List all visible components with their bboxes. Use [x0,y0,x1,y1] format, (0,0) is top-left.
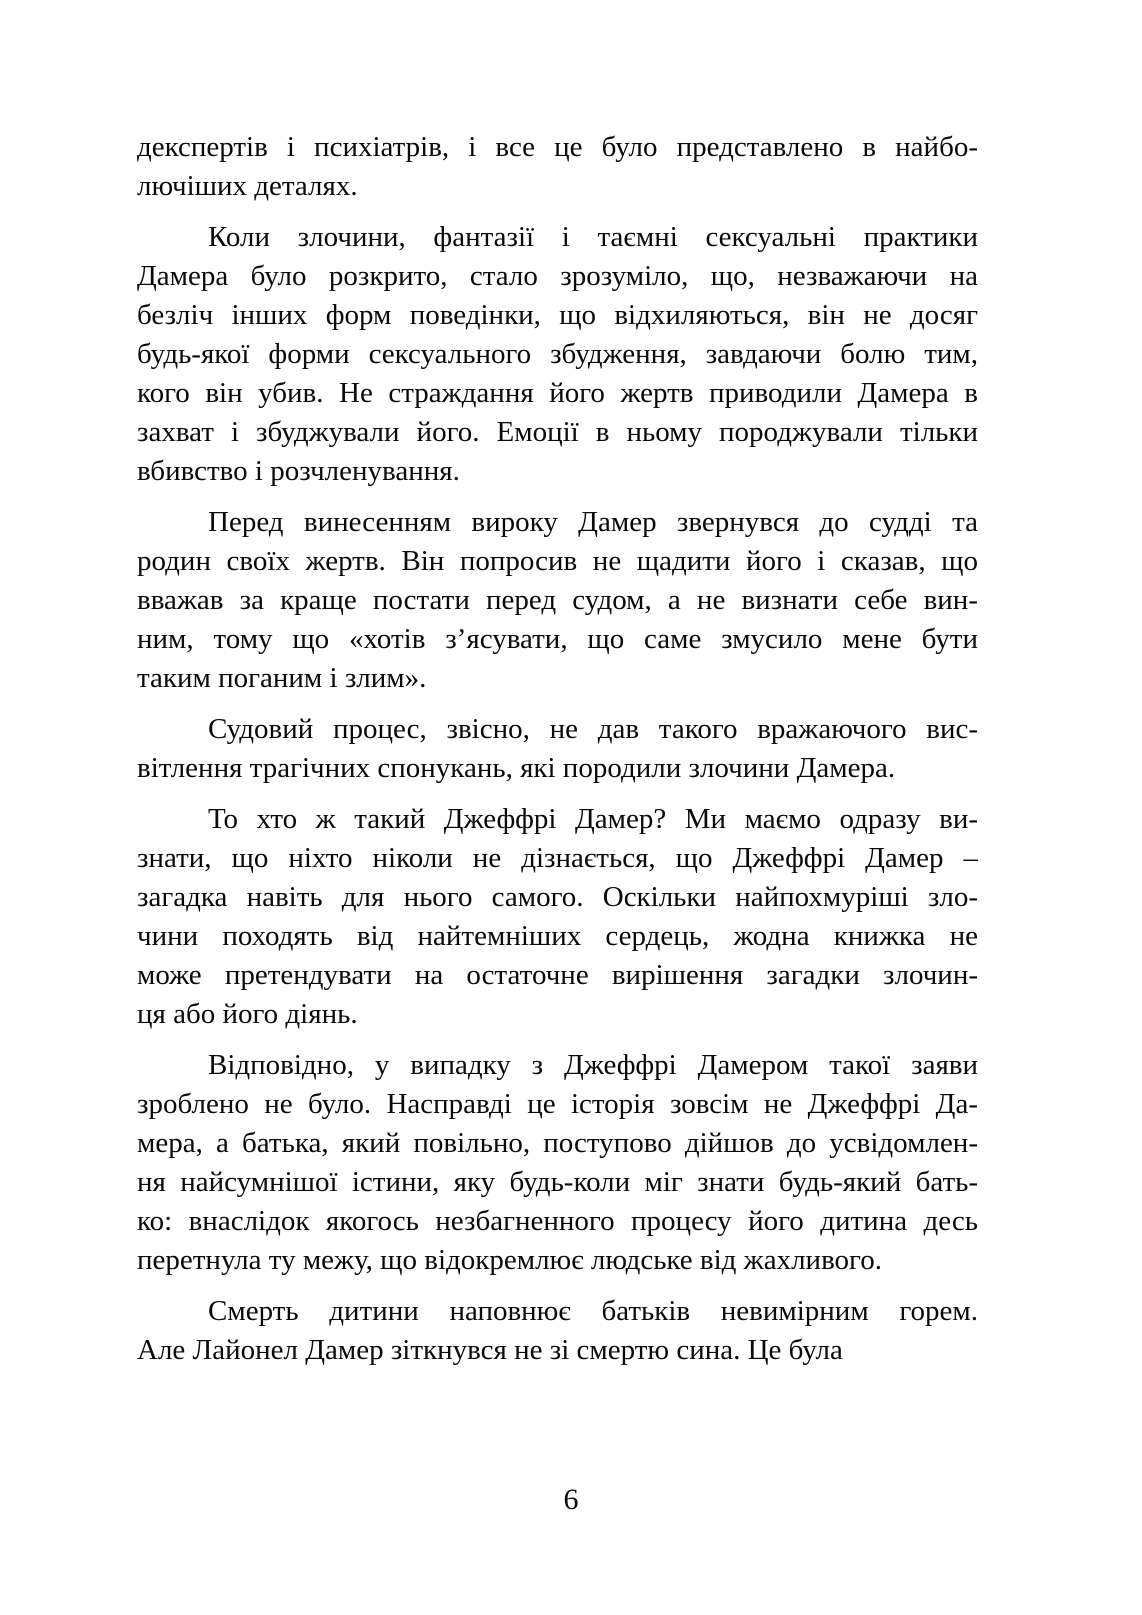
paragraph [137,503,978,698]
paragraph [137,800,978,1034]
text-line: чини походять від найтемніших сердець, жодна книжка не [137,920,978,952]
text-line: загадка навіть для нього самого. Оскільки найпохмуріші зло- [137,881,978,913]
text-line: вважав за краще постати перед судом, а не визнати себе вин- [137,584,978,616]
text-line: ця або його діянь. [137,998,358,1030]
text-line: Коли злочини, фантазії і таємні сексуальні практики [208,221,978,253]
text-line: ним, тому що «хотів з’ясувати, що саме змусило мене бути [137,623,978,655]
text-line: вітлення трагічних спонукань, які породили злочини Дамера. [137,752,896,784]
text-line: Відповідно, у випадку з Джеффрі Дамером такої заяви [208,1049,978,1081]
text-line: Смерть дитини наповнює батьків невимірним горем. [208,1295,978,1327]
paragraph [137,218,978,491]
text-line: таким поганим і злим». [137,662,427,694]
paragraph [137,1046,978,1280]
text-line: Дамера було розкрито, стало зрозуміло, що, незважаючи на [137,260,978,292]
text-line: може претендувати на остаточне вирішення загадки злочин- [137,959,978,991]
text-line: перетнула ту межу, що відокремлює людське від жахливого. [137,1244,882,1276]
page-number: 6 [563,1483,579,1516]
text-line: знати, що ніхто ніколи не дізнається, що Джеффрі Дамер – [137,842,978,874]
text-line: родин своїх жертв. Він попросив не щадити його і сказав, що [137,545,978,577]
text-line: мера, а батька, який повільно, поступово дійшов до усвідомлен- [137,1127,978,1159]
text-line: будь-якої форми сексуального збудження, завдаючи болю тим, [137,338,978,370]
text-line: ко: внаслідок якогось незбагненного процесу його дитина десь [137,1205,978,1237]
text-line: Але Лайонел Дамер зіткнувся не зі смертю сина. Це була [137,1334,843,1366]
text-line: вбивство і розчленування. [137,455,460,487]
text-line: То хто ж такий Джеффрі Дамер? Ми маємо одразу ви- [208,803,978,835]
text-line: ня найсумнішої істини, яку будь-коли міг знати будь-який бать- [137,1166,978,1198]
paragraph [137,1292,978,1370]
text-line: кого він убив. Не страждання його жертв приводили Дамера в [137,377,978,409]
page-text [137,128,978,1370]
text-line: безліч інших форм поведінки, що відхиляються, він не досяг [137,299,978,331]
text-line: зроблено не було. Насправді це історія зовсім не Джеффрі Да- [137,1088,978,1120]
paragraph [137,128,978,206]
text-line: декспертів і психіатрів, і все це було представлено в найбо- [137,131,978,163]
text-line: захват і збуджували його. Емоції в ньому породжували тільки [137,416,978,448]
text-line: Перед винесенням вироку Дамер звернувся до судді та [208,506,978,538]
text-line: Судовий процес, звісно, не дав такого вражаючого вис- [208,713,978,745]
paragraph [137,710,978,788]
text-line: лючіших деталях. [137,170,358,202]
